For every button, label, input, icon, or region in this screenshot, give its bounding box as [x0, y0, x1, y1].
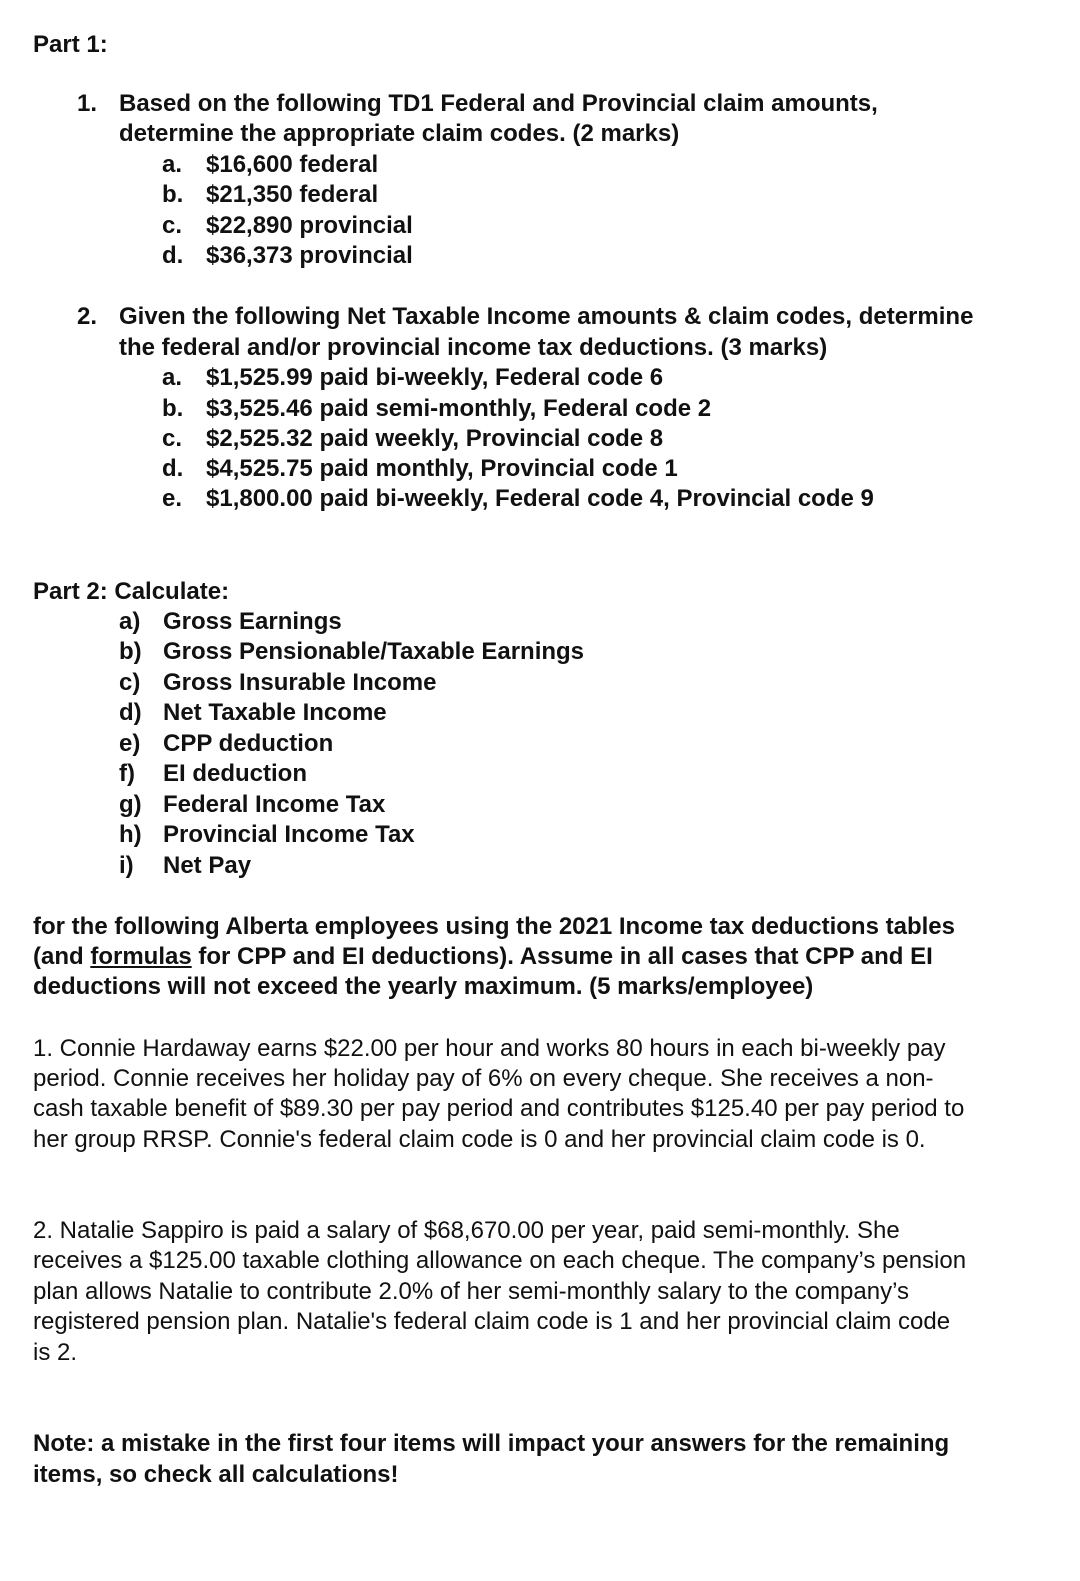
part2-item-text: Gross Earnings	[163, 608, 342, 635]
instructions-line2-before: (and	[33, 943, 91, 970]
part2-item-text: Federal Income Tax	[163, 791, 386, 818]
q2-text-line1: Given the following Net Taxable Income amounts & claim codes, determine	[119, 303, 974, 330]
note-line2: items, so check all calculations!	[33, 1461, 399, 1488]
employee1-line3: cash taxable benefit of $89.30 per pay period and contributes $125.40 per pay period to	[33, 1095, 965, 1122]
employee1-line2: period. Connie receives her holiday pay of 6% on every cheque. She receives a non-	[33, 1065, 934, 1092]
q1-text-line2: determine the appropriate claim codes. (2 marks)	[119, 120, 680, 147]
q1-number: 1.	[77, 90, 98, 117]
q1-item-label: d.	[162, 242, 184, 269]
q2-item-text: $1,800.00 paid bi-weekly, Federal code 4, Provincial code 9	[206, 485, 874, 512]
q2-item-label: e.	[162, 485, 183, 512]
part2-item-text: Gross Pensionable/Taxable Earnings	[163, 638, 585, 665]
q2-item-label: b.	[162, 395, 184, 422]
employee2-line1: 2. Natalie Sappiro is paid a salary of $68,670.00 per year, paid semi-monthly. She	[33, 1217, 900, 1244]
part2-item-text: EI deduction	[163, 760, 307, 787]
q1-item-label: a.	[162, 151, 183, 178]
part2-item-label: f)	[119, 760, 135, 787]
q1-item-text: $21,350 federal	[206, 181, 379, 208]
q2-item-label: c.	[162, 425, 183, 452]
q2-text-line2: the federal and/or provincial income tax deductions. (3 marks)	[119, 334, 828, 361]
q1-item-text: $16,600 federal	[206, 151, 379, 178]
part2-heading: Part 2: Calculate:	[33, 578, 230, 605]
part2-item-label: i)	[119, 852, 134, 879]
part2-item-text: Net Pay	[163, 852, 252, 879]
part2-item-label: h)	[119, 821, 142, 848]
part2-item-label: c)	[119, 669, 141, 696]
q1-item-text: $22,890 provincial	[206, 212, 413, 239]
instructions-line1: for the following Alberta employees using the 2021 Income tax deductions tables	[33, 913, 955, 940]
q2-item-text: $1,525.99 paid bi-weekly, Federal code 6	[206, 364, 664, 391]
q1-text-line1: Based on the following TD1 Federal and Provincial claim amounts,	[119, 90, 878, 117]
part2-item-label: e)	[119, 730, 141, 757]
instructions-line3: deductions will not exceed the yearly maximum. (5 marks/employee)	[33, 973, 814, 1000]
q2-number: 2.	[77, 303, 98, 330]
instructions-line2	[33, 942, 933, 972]
q2-item-text: $4,525.75 paid monthly, Provincial code 1	[206, 455, 678, 482]
q1-item-label: b.	[162, 181, 184, 208]
q2-item-text: $2,525.32 paid weekly, Provincial code 8	[206, 425, 664, 452]
part2-item-text: Provincial Income Tax	[163, 821, 415, 848]
employee2-line3: plan allows Natalie to contribute 2.0% of her semi-monthly salary to the company’s	[33, 1278, 909, 1305]
part2-item-label: g)	[119, 791, 142, 818]
q2-item-label: a.	[162, 364, 183, 391]
employee1-line4: her group RRSP. Connie's federal claim code is 0 and her provincial claim code is 0.	[33, 1126, 926, 1153]
note-line1: Note: a mistake in the first four items will impact your answers for the remaining	[33, 1430, 950, 1457]
part1-heading: Part 1:	[33, 31, 108, 58]
part2-item-text: Gross Insurable Income	[163, 669, 437, 696]
part2-item-label: a)	[119, 608, 141, 635]
employee2-line4: registered pension plan. Natalie's federal claim code is 1 and her provincial claim code	[33, 1308, 951, 1335]
formulas-link[interactable]: formulas	[90, 943, 192, 970]
part2-item-label: d)	[119, 699, 142, 726]
employee1-line1: 1. Connie Hardaway earns $22.00 per hour and works 80 hours in each bi-weekly pay	[33, 1035, 946, 1062]
q2-item-text: $3,525.46 paid semi-monthly, Federal code 2	[206, 395, 712, 422]
employee2-line5: is 2.	[33, 1339, 78, 1366]
q1-item-text: $36,373 provincial	[206, 242, 413, 269]
q2-item-label: d.	[162, 455, 184, 482]
instructions-line2-after: for CPP and EI deductions). Assume in all cases that CPP and EI	[191, 943, 933, 970]
part2-item-text: Net Taxable Income	[163, 699, 387, 726]
employee2-line2: receives a $125.00 taxable clothing allowance on each cheque. The company’s pension	[33, 1247, 967, 1274]
part2-item-label: b)	[119, 638, 142, 665]
part2-item-text: CPP deduction	[163, 730, 334, 757]
q1-item-label: c.	[162, 212, 183, 239]
